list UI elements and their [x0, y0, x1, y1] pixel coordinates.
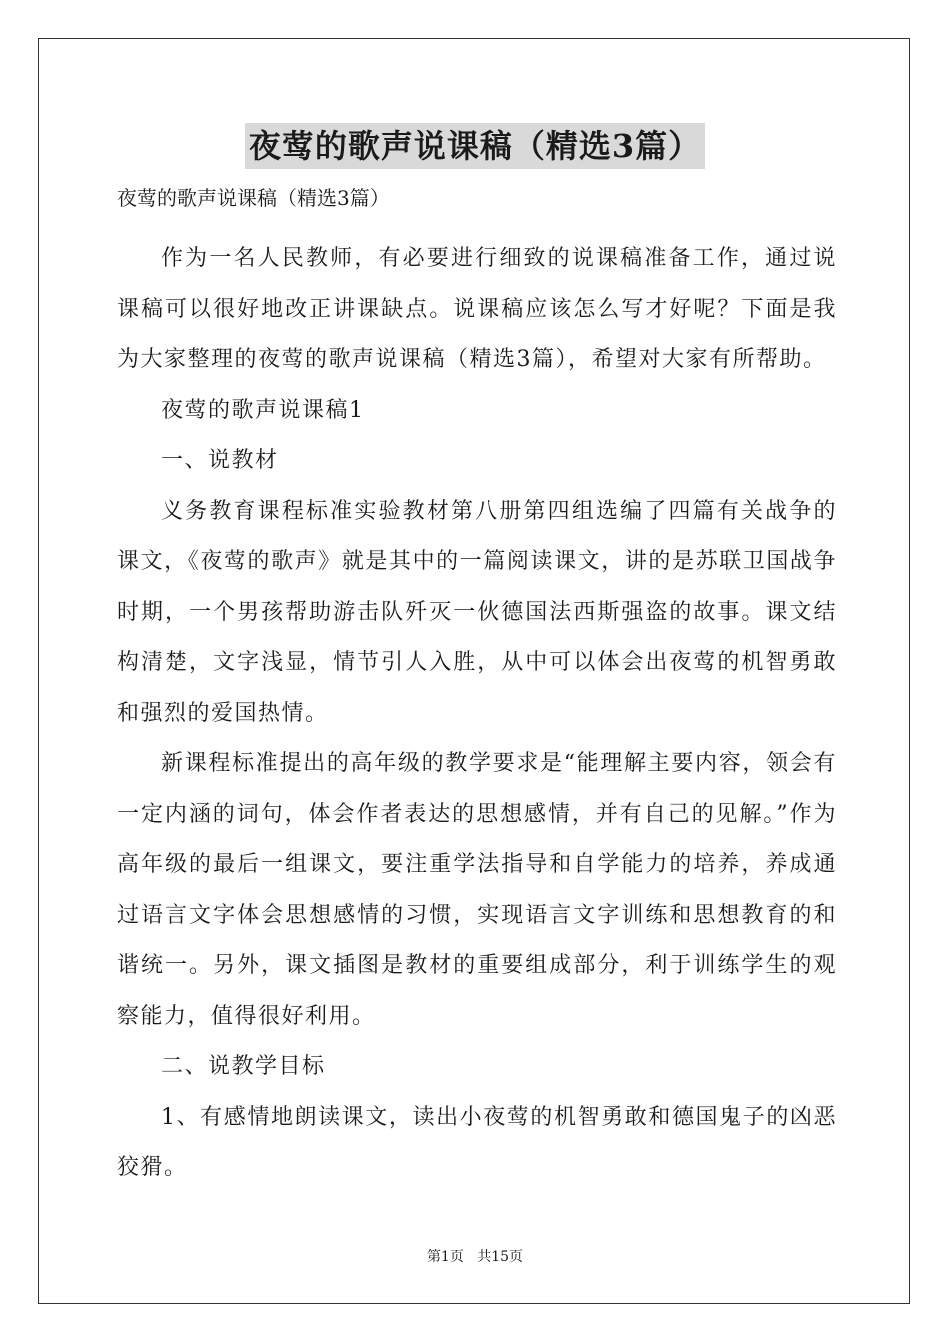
- textbook-paragraph: 义务教育课程标准实验教材第八册第四组选编了四篇有关战争的课文，《夜莺的歌声》就是其中的一篇阅读课文，讲的是苏联卫国战争时期，一个男孩帮助游击队歼灭一伙德国法西斯强盗的故事。课文结构清楚，文字浅显，情节引人入胜，从中可以体会出夜莺的机智勇敢和强烈的爱国热情。: [117, 498, 837, 726]
- intro-paragraph: 作为一名人民教师，有必要进行细致的说课稿准备工作，通过说课稿可以很好地改正讲课缺点。说课稿应该怎么写才好呢？下面是我为大家整理的夜莺的歌声说课稿（精选3篇），希望对大家有所帮助。: [117, 246, 837, 372]
- section-heading-lesson-1: 夜莺的歌声说课稿1: [161, 397, 365, 423]
- page-number: 第1页: [426, 1249, 464, 1265]
- section-heading-objectives: 二、说教学目标: [161, 1054, 326, 1079]
- page-footer: [0, 1248, 950, 1266]
- curriculum-paragraph: 新课程标准提出的高年级的教学要求是“能理解主要内容，领会有一定内涵的词句，体会作者表达的思想感情，并有自己的见解。”作为高年级的最后一组课文，要注重学法指导和自学能力的培养，养成通过语言文字体会思想感情的习惯，实现语言文字训练和思想教育的和谐统一。另外，课文插图是教材的重要组成部分，利于训练学生的观察能力，值得很好利用。: [117, 751, 837, 1029]
- title-container: [0, 123, 950, 169]
- total-pages: 共15页: [477, 1249, 524, 1265]
- document-subtitle: 夜莺的歌声说课稿（精选3篇）: [117, 186, 390, 210]
- section-heading-textbook: 一、说教材: [161, 448, 279, 473]
- objective-item-1: 1、有感情地朗读课文，读出小夜莺的机智勇敢和德国鬼子的凶恶狡猾。: [117, 1104, 837, 1180]
- document-title: 夜莺的歌声说课稿（精选3篇）: [245, 123, 705, 169]
- document-body: [117, 234, 837, 1194]
